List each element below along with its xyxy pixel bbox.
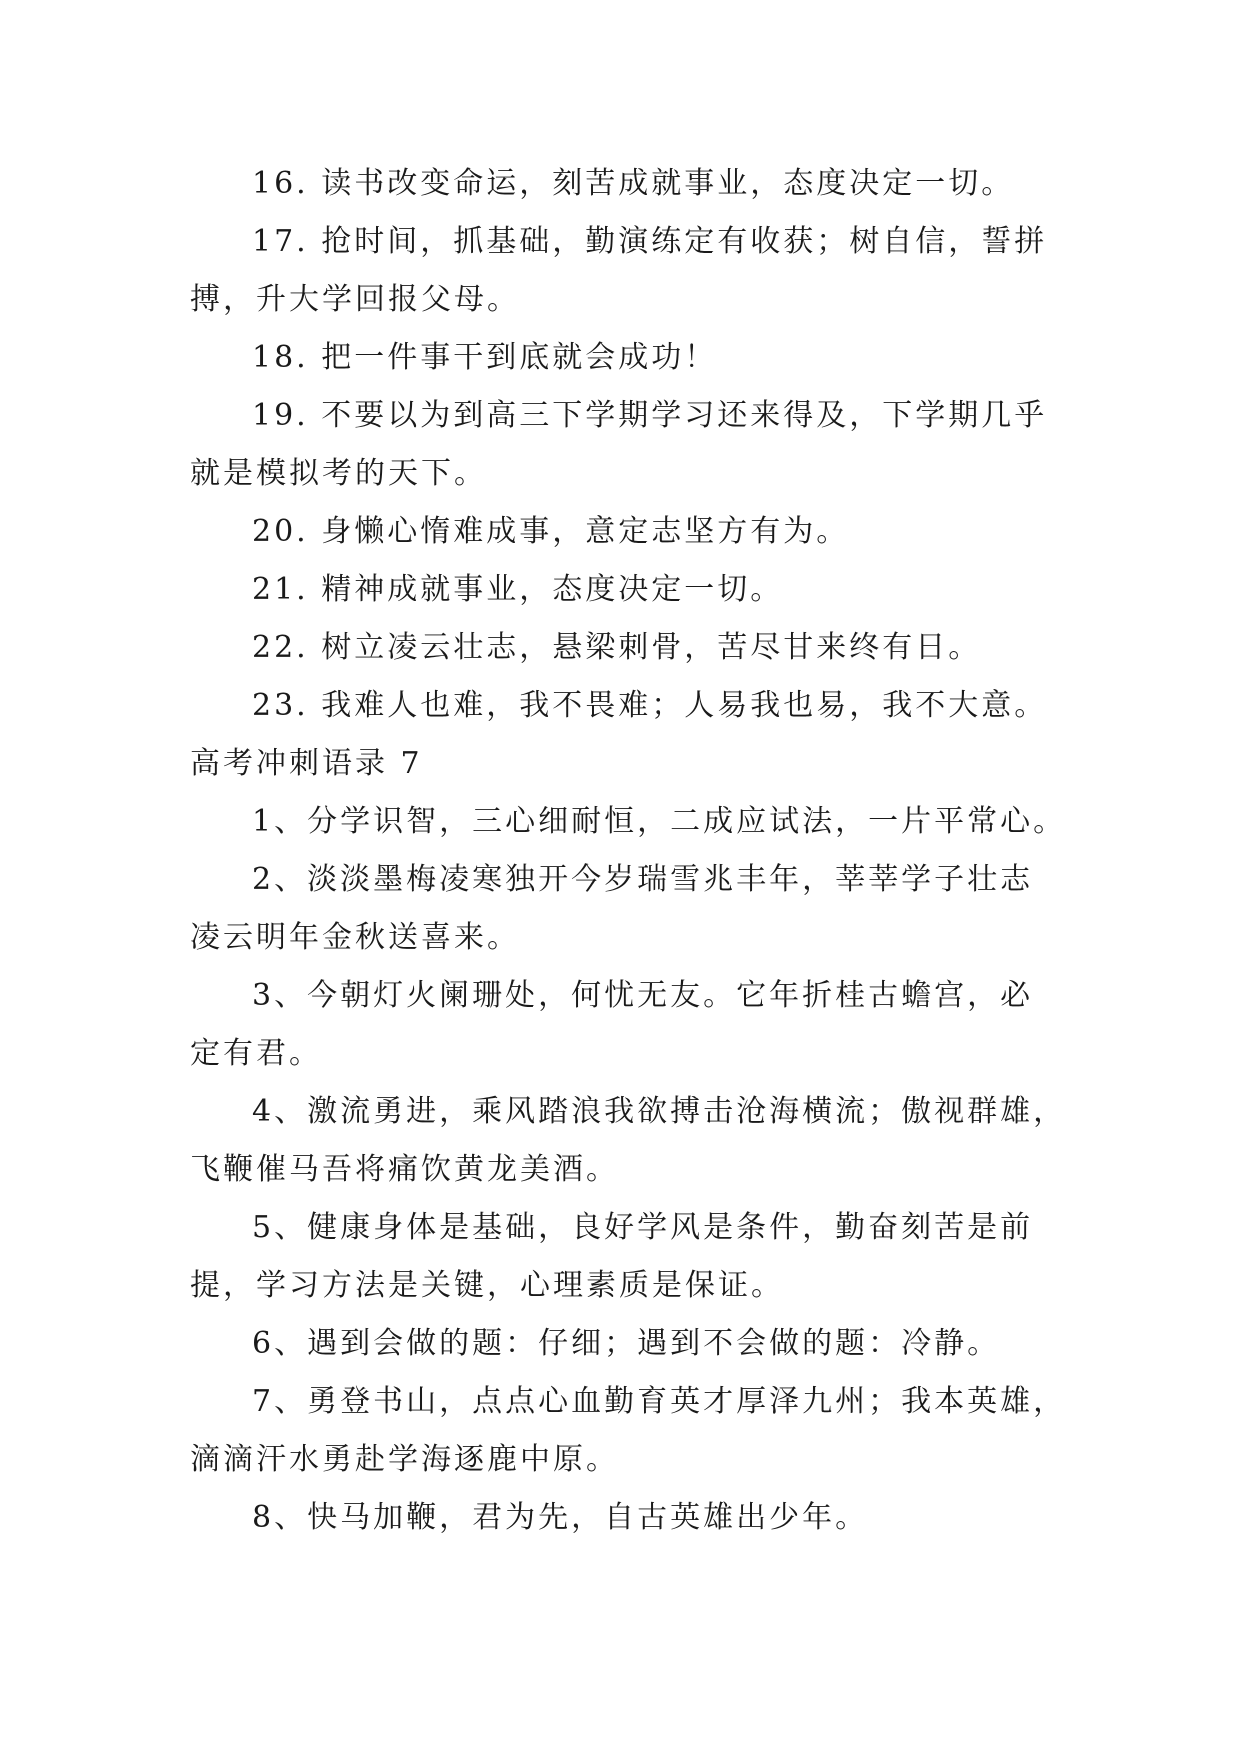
- text-line: 7、勇登书山，点点心血勤育英才厚泽九州；我本英雄，: [252, 1384, 1067, 1419]
- text-line: 16. 读书改变命运，刻苦成就事业，态度决定一切。: [252, 166, 1015, 201]
- text-line: 19. 不要以为到高三下学期学习还来得及，下学期几乎: [252, 398, 1048, 433]
- text-line: 就是模拟考的天下。: [190, 456, 487, 491]
- text-line: 滴滴汗水勇赴学海逐鹿中原。: [190, 1442, 619, 1477]
- text-line: 定有君。: [190, 1036, 322, 1071]
- text-line: 2、淡淡墨梅凌寒独开今岁瑞雪兆丰年，莘莘学子壮志: [252, 862, 1034, 897]
- text-line: 1、分学识智，三心细耐恒，二成应试法，一片平常心。: [252, 804, 1067, 839]
- text-line: 提，学习方法是关键，心理素质是保证。: [190, 1268, 784, 1303]
- section-heading: 高考冲刺语录 7: [190, 746, 423, 781]
- text-line: 8、快马加鞭，君为先，自古英雄出少年。: [252, 1500, 869, 1535]
- text-line: 22. 树立凌云壮志，悬梁刺骨，苦尽甘来终有日。: [252, 630, 982, 665]
- text-line: 20. 身懒心惰难成事，意定志坚方有为。: [252, 514, 850, 549]
- text-line: 飞鞭催马吾将痛饮黄龙美酒。: [190, 1152, 619, 1187]
- text-line: 搏，升大学回报父母。: [190, 282, 520, 317]
- text-line: 5、健康身体是基础，良好学风是条件，勤奋刻苦是前: [252, 1210, 1034, 1245]
- text-line: 4、激流勇进，乘风踏浪我欲搏击沧海横流；傲视群雄，: [252, 1094, 1067, 1129]
- text-line: 23. 我难人也难，我不畏难；人易我也易，我不大意。: [252, 688, 1048, 723]
- text-line: 21. 精神成就事业，态度决定一切。: [252, 572, 784, 607]
- text-line: 3、今朝灯火阑珊处，何忧无友。它年折桂古蟾宫，必: [252, 978, 1034, 1013]
- text-line: 凌云明年金秋送喜来。: [190, 920, 520, 955]
- document-body: [190, 155, 1070, 1547]
- text-line: 17. 抢时间，抓基础，勤演练定有收获；树自信，誓拼: [252, 224, 1048, 259]
- text-line: 6、遇到会做的题：仔细；遇到不会做的题：冷静。: [252, 1326, 1001, 1361]
- text-line: 18. 把一件事干到底就会成功！: [252, 340, 718, 375]
